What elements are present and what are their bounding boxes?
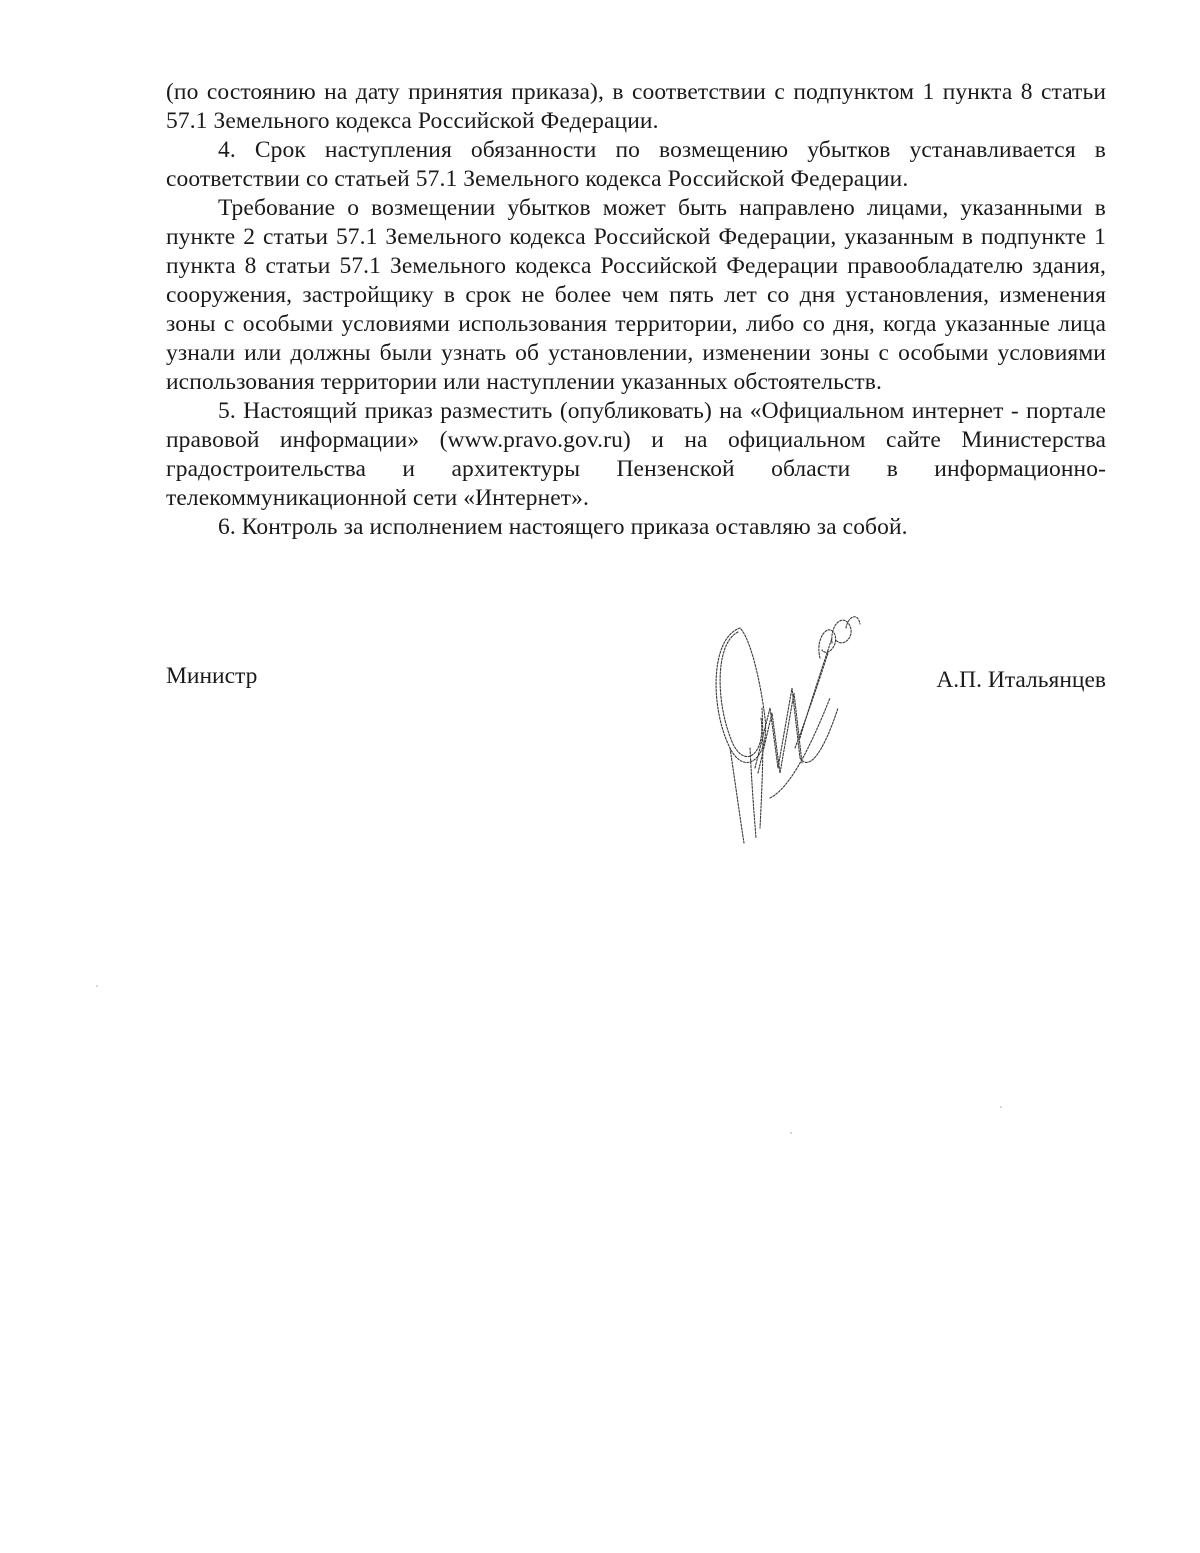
- paragraph-item-6: 6. Контроль за исполнением настоящего приказа оставляю за собой.: [218, 514, 908, 540]
- paragraph-claim-requirement: Требование о возмещении убытков может быть направлено лицами, указанными в пункте 2 статьи 57.1 Земельного кодекса Российской Федерации, указанным в подпункте 1 пункта 8 статьи 57.1 Земельного кодекса Российской Федерации правообладателю здания, сооружения, застройщику в срок не более чем пять лет со дня установления, изменения зоны с особыми условиями использования территории, либо со дня, когда указанные лица узнали или должны были узнать об установлении, изменении зоны с особыми условиями использования территории или наступлении указанных обстоятельств.: [166, 195, 1106, 395]
- paragraph-item-4: 4. Срок наступления обязанности по возмещению убытков устанавливается в соответствии со статьей 57.1 Земельного кодекса Российской Федерации.: [166, 137, 1106, 192]
- scan-speck: [96, 985, 98, 987]
- signer-name: А.П. Итальянцев: [936, 667, 1106, 693]
- paragraph-continuation: (по состоянию на дату принятия приказа), в соответствии с подпунктом 1 пункта 8 статьи 57.1 Земельного кодекса Российской Федерации.: [166, 79, 1106, 134]
- document-body: [166, 78, 1106, 542]
- handwritten-signature: [700, 598, 880, 848]
- signer-position: Министр: [166, 663, 258, 689]
- signature-block: [166, 662, 1106, 702]
- scan-speck: [1000, 1106, 1002, 1108]
- paragraph-item-5: 5. Настоящий приказ разместить (опубликовать) на «Официальном интернет - портале правовой информации» (www.pravo.gov.ru) и на официальном сайте Министерства градостроительства и архитектуры Пензенской области в информационно-телекоммуникационной сети «Интернет».: [166, 398, 1106, 511]
- scan-speck: [790, 1132, 792, 1134]
